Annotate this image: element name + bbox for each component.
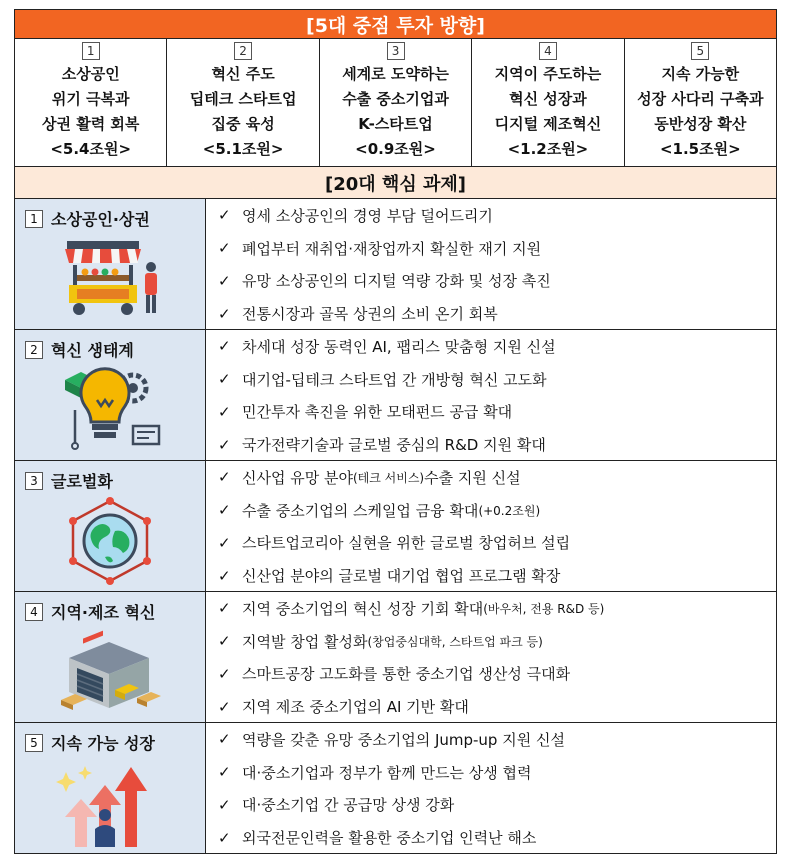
area-number: 4: [539, 42, 557, 60]
task-text: 폐업부터 재취업·재창업까지 확실한 재기 지원: [242, 239, 542, 258]
task-note: (+0.2조원): [478, 503, 541, 518]
task-text: 지역발 창업 활성화: [242, 632, 368, 651]
category-2: [14, 330, 777, 461]
task-text: 대·중소기업 간 공급망 상생 강화: [242, 796, 455, 815]
task-item: [206, 559, 776, 592]
category-heading: [25, 338, 134, 361]
category-name: 지역·제조 혁신: [51, 603, 156, 622]
lightbulb-gear-icon: [55, 366, 165, 454]
area-number: 2: [234, 42, 252, 60]
task-text: 역량을 갖춘 유망 중소기업의 Jump-up 지원 신설: [242, 730, 565, 749]
category-4: [14, 592, 777, 723]
area-amount: <1.2조원>: [507, 140, 589, 158]
task-item: [206, 363, 776, 396]
task-item: [206, 199, 776, 232]
category-task-list: [206, 330, 776, 460]
check-icon: ✓: [218, 795, 231, 814]
task-item: [206, 494, 776, 527]
check-icon: ✓: [218, 664, 231, 683]
page-title: [5대 중점 투자 방향]: [14, 9, 777, 39]
area-line: 지속 가능한: [661, 65, 740, 83]
task-item: [206, 428, 776, 461]
area-line: 수출 중소기업과: [342, 90, 449, 108]
area-line: 집중 육성: [211, 115, 275, 133]
check-icon: ✓: [218, 239, 231, 258]
check-icon: ✓: [218, 304, 231, 323]
area-line: 성장 사다리 구축과: [637, 90, 764, 108]
task-note: (테크 서비스): [352, 470, 425, 485]
area-amount: <5.4조원>: [50, 140, 132, 158]
check-icon: ✓: [218, 763, 231, 782]
check-icon: ✓: [218, 501, 231, 520]
category-label-cell: [15, 461, 206, 591]
focus-area-1: [15, 39, 167, 166]
task-text: 신산업 분야의 글로벌 대기업 협업 프로그램 확장: [242, 567, 561, 586]
focus-area-2: [167, 39, 319, 166]
area-line: 디지털 제조혁신: [494, 115, 602, 133]
task-text: 지역 중소기업의 혁신 성장 기회 확대: [242, 599, 484, 618]
task-item: [206, 690, 776, 723]
task-text: 전통시장과 골목 상권의 소비 온기 회복: [242, 305, 498, 324]
area-line: 위기 극복과: [51, 90, 130, 108]
area-amount: <5.1조원>: [202, 140, 284, 158]
area-line: 세계로 도약하는: [342, 65, 449, 83]
task-text: 수출 중소기업의 스케일업 금융 확대: [242, 501, 479, 520]
task-item: [206, 265, 776, 298]
focus-area-4: [472, 39, 624, 166]
check-icon: ✓: [218, 468, 231, 487]
category-heading: [25, 207, 150, 230]
area-line: 지역이 주도하는: [494, 65, 602, 83]
task-item: [206, 756, 776, 789]
check-icon: ✓: [218, 206, 231, 225]
area-number: 1: [82, 42, 100, 60]
task-text: 외국전문인력을 활용한 중소기업 인력난 해소: [242, 829, 537, 848]
task-text: 영세 소상공인의 경영 부담 덜어드리기: [242, 206, 493, 225]
task-text: 신사업 유망 분야: [242, 468, 353, 487]
area-line: 혁신 주도: [211, 65, 275, 83]
area-line: 딥테크 스타트업: [189, 90, 297, 108]
market-stall-icon: [55, 235, 165, 323]
category-number: 5: [25, 734, 43, 752]
task-text: 대·중소기업과 정부가 함께 만드는 상생 협력: [242, 763, 532, 782]
check-icon: ✓: [218, 402, 231, 421]
category-label-cell: [15, 199, 206, 329]
section-subtitle: [20대 핵심 과제]: [14, 167, 777, 199]
area-line: 소상공인: [61, 65, 120, 83]
growth-arrows-icon: [55, 759, 165, 847]
task-item: [206, 723, 776, 756]
category-task-list: [206, 592, 776, 722]
check-icon: ✓: [218, 828, 231, 847]
category-task-list: [206, 461, 776, 591]
task-item: [206, 461, 776, 494]
category-name: 혁신 생태계: [51, 341, 134, 360]
task-text: 유망 소상공인의 디지털 역량 강화 및 성장 촉진: [242, 272, 551, 291]
area-line: 상권 활력 회복: [42, 115, 140, 133]
category-5: [14, 723, 777, 854]
task-item: [206, 527, 776, 560]
check-icon: ✓: [218, 271, 231, 290]
task-text: 스타트업코리아 실현을 위한 글로벌 창업허브 설립: [242, 534, 571, 553]
category-label-cell: [15, 723, 206, 853]
area-line: K-스타트업: [358, 115, 433, 133]
category-name: 지속 가능 성장: [51, 734, 155, 753]
task-note: (창업중심대학, 스타트업 파크 등): [367, 634, 543, 649]
investment-summary: [14, 9, 777, 854]
globe-network-icon: [55, 497, 165, 585]
check-icon: ✓: [218, 566, 231, 585]
area-line: 혁신 성장과: [509, 90, 587, 108]
category-heading: [25, 469, 113, 492]
task-item: [206, 821, 776, 854]
task-text: 스마트공장 고도화를 통한 중소기업 생산성 극대화: [242, 665, 571, 684]
task-text: 국가전략기술과 글로벌 중심의 R&D 지원 확대: [242, 436, 546, 455]
check-icon: ✓: [218, 632, 231, 651]
factory-icon: [55, 628, 165, 716]
area-line: 동반성장 확산: [654, 115, 747, 133]
category-heading: [25, 600, 155, 623]
focus-area-3: [320, 39, 472, 166]
task-note: (바우처, 전용 R&D 등): [483, 601, 605, 616]
category-name: 소상공인·상권: [51, 210, 150, 229]
task-text: 대기업-딥테크 스타트업 간 개방형 혁신 고도화: [242, 370, 547, 389]
category-number: 1: [25, 210, 43, 228]
task-item: [206, 592, 776, 625]
task-item: [206, 396, 776, 429]
category-name: 글로벌화: [51, 472, 113, 491]
category-label-cell: [15, 330, 206, 460]
check-icon: ✓: [218, 337, 231, 356]
check-icon: ✓: [218, 730, 231, 749]
focus-area-5: [625, 39, 777, 166]
focus-areas: [14, 39, 777, 167]
check-icon: ✓: [218, 533, 231, 552]
category-3: [14, 461, 777, 592]
task-item: [206, 297, 776, 330]
area-number: 5: [691, 42, 709, 60]
task-item: [206, 330, 776, 363]
category-task-list: [206, 199, 776, 329]
area-amount: <0.9조원>: [355, 140, 436, 158]
task-item: [206, 232, 776, 265]
area-number: 3: [387, 42, 405, 60]
task-text: 지역 제조 중소기업의 AI 기반 확대: [242, 698, 469, 717]
check-icon: ✓: [218, 435, 231, 454]
task-text-rest: 수출 지원 신설: [424, 468, 521, 487]
category-heading: [25, 731, 155, 754]
task-item: [206, 789, 776, 822]
check-icon: ✓: [218, 370, 231, 389]
task-text: 민간투자 촉진을 위한 모태펀드 공급 확대: [242, 403, 513, 422]
area-amount: <1.5조원>: [659, 140, 741, 158]
check-icon: ✓: [218, 697, 231, 716]
check-icon: ✓: [218, 599, 231, 618]
category-number: 2: [25, 341, 43, 359]
task-text: 차세대 성장 동력인 AI, 팹리스 맞춤형 지원 신설: [242, 337, 556, 356]
category-number: 3: [25, 472, 43, 490]
task-item: [206, 625, 776, 658]
category-1: [14, 199, 777, 330]
task-item: [206, 658, 776, 691]
category-number: 4: [25, 603, 43, 621]
category-task-list: [206, 723, 776, 853]
category-label-cell: [15, 592, 206, 722]
